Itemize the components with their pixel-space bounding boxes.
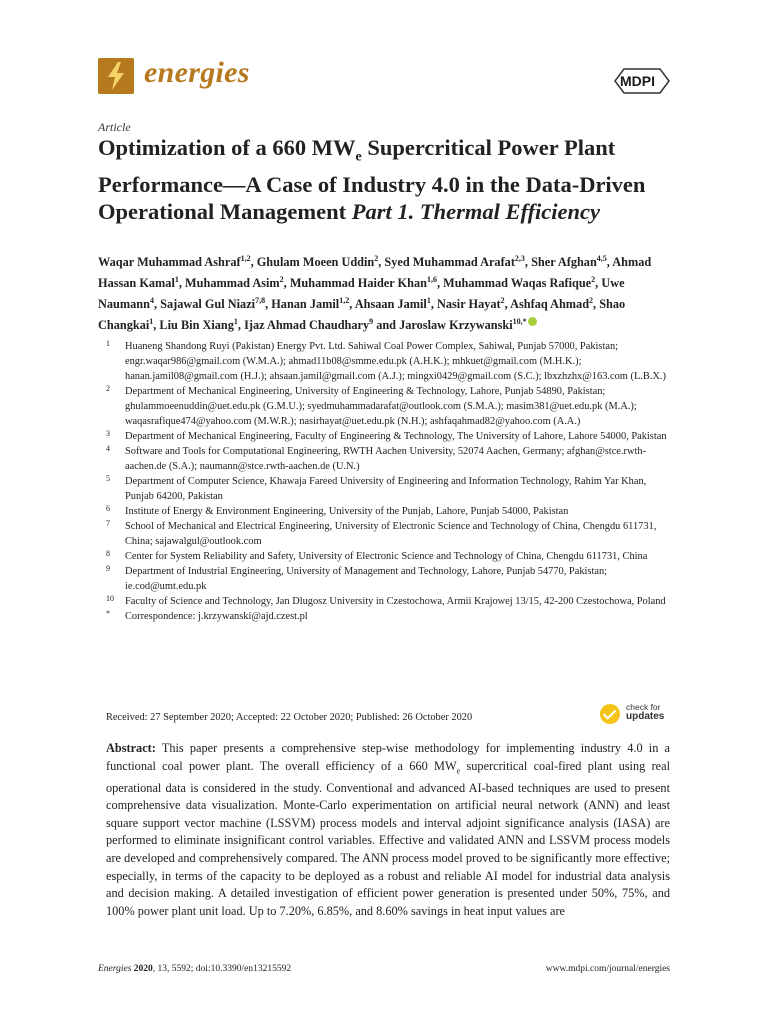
publisher-name: MDPI [620, 73, 655, 89]
title-part2: Supercritical Power Plant Performance—A Case of Industry 4.0 in the Data-Driven Operational Management [98, 135, 646, 224]
affiliation-text: Center for System Reliability and Safety, University of Electronic Science and Technology of China, Chengdu 611731, China [125, 551, 648, 562]
author-name: Muhammad Waqas Rafique [443, 276, 592, 291]
affiliation-list [106, 339, 676, 624]
author-affiliation-marker: 2 [374, 254, 379, 263]
check-updates-line2: updates [626, 711, 665, 722]
author-separator: and [373, 318, 400, 333]
author-list [98, 250, 678, 334]
check-for-updates-badge[interactable] [600, 702, 670, 726]
author-separator: , [283, 276, 290, 291]
affiliation-number: 1 [106, 339, 110, 348]
affiliation-text: Correspondence: j.krzywanski@ajd.czest.pl [125, 611, 308, 622]
checkmark-icon [600, 704, 620, 724]
author-name: Nasir Hayat [436, 297, 501, 312]
citation-footer [98, 964, 291, 974]
author-affiliation-marker: 1,6 [426, 275, 437, 285]
article-type: Article [98, 120, 131, 134]
affiliation-text: Institute of Energy & Environment Engineering, University of the Punjab, Lahore, Punjab 54000, Pakistan [125, 506, 569, 517]
abstract-text2: supercritical coal-fired plant using real operational data is considered in the study. Conventional and advanced AI-based techniques are used to present comprehensive data visualization. Monte-Carlo experimentation on artificial neural network (ANN) and least square support vector machine (LSSVM) process models and interval adjoint significance analysis (IASA) are performed to eliminate insignificant control variables. Effective and validated ANN and LSSVM process models are developed and comprehensively compared. The ANN process model proved to be significantly more effective; especially, in terms of the capacity to be deployed as a robust and reliable AI model for industrial data analysis and decision making. A detailed investigation of efficient power generation is presented under 50%, 75%, and 100% power plant unit load. Up to 7.20%, 6.85%, and 8.60% savings in heat input values are [106, 758, 671, 918]
author-name: Ijaz Ahmad Chaudhary [244, 318, 370, 333]
author-separator: , [349, 297, 355, 312]
affiliation-text: Department of Industrial Engineering, University of Management and Technology, Lahore, Punjab 54770, Pakistan; ie.cod@umt.edu.pk [125, 566, 608, 592]
affiliation-number: 8 [106, 549, 110, 558]
affiliation-item [106, 504, 676, 519]
author-separator: , [265, 297, 272, 312]
author-affiliation-marker: 4,5 [596, 254, 607, 263]
author-name: Jaroslaw Krzywanski [399, 318, 513, 333]
author-name: Ashfaq Ahmad [510, 297, 590, 312]
affiliation-item [106, 474, 676, 504]
affiliation-item [106, 384, 676, 429]
author-separator: , [504, 297, 511, 312]
affiliation-item [106, 339, 676, 384]
author-name: Syed Muhammad Arafat [384, 255, 515, 270]
affiliation-text: Huaneng Shandong Ruyi (Pakistan) Energy Pvt. Ltd. Sahiwal Coal Power Complex, Sahiwal, Punjab 57000, Pakistan; engr.waqar986@gmail.com (W.M.A.); ahmad11b08@smme.edu.pk (A.H.K.); mhkuet@gmail.com (M.H.K.); hanan.jamil08@gmail.com (H.J.); ahsaan.jamil@gmail.com (A.J.); mingxi0429@gmail.com (S.C.); lbxzhzhx@163.com (L.B.X.) [125, 341, 666, 382]
author-affiliation-marker: 9 [369, 317, 374, 327]
footer-year: 2020 [133, 964, 153, 974]
abstract [106, 740, 670, 920]
author-name: Uwe Naumann [98, 276, 625, 312]
author-affiliation-marker: 1,2 [240, 254, 251, 263]
affiliation-number: 3 [106, 429, 110, 438]
author-separator: , [606, 255, 613, 270]
author-affiliation-marker: 10,* [512, 317, 527, 327]
affiliation-number: * [106, 609, 110, 618]
affiliation-text: Department of Computer Science, Khawaja Fareed University of Engineering and Information Technology, Rahim Yar Khan, Punjab 64200, Pakistan [125, 476, 647, 502]
abstract-label: Abstract: [106, 741, 156, 755]
affiliation-number: 9 [106, 564, 110, 573]
orcid-icon[interactable] [528, 317, 537, 326]
title-subscript: e [355, 149, 362, 165]
affiliation-item [106, 519, 676, 549]
footer-citation: , 13, 5592; doi:10.3390/en13215592 [152, 964, 292, 974]
author-name: Ahsaan Jamil [354, 297, 427, 312]
author-affiliation-marker: 7,8 [255, 296, 266, 306]
affiliation-number: 7 [106, 519, 110, 528]
author-affiliation-marker: 2 [591, 275, 596, 285]
abstract-text1: This paper presents a comprehensive step-wise methodology for implementing industry 4.0 in a functional coal power plant. The overall efficiency of a 660 MW [106, 741, 670, 773]
author-separator: , [378, 255, 385, 270]
author-name: Muhammad Haider Khan [289, 276, 427, 291]
author-affiliation-marker: 2 [589, 296, 594, 306]
author-separator: , [153, 318, 160, 333]
footer-journal: Energies [98, 964, 132, 974]
author-affiliation-marker: 1 [174, 275, 179, 285]
journal-name: energies [144, 56, 250, 89]
check-updates-line1: check for [626, 702, 661, 712]
author-name: Sher Afghan [531, 255, 597, 270]
affiliation-text: Software and Tools for Computational Engineering, RWTH Aachen University, 52074 Aachen, Germany; afghan@stce.rwth-aachen.de (S.A.); naumann@stce.rwth-aachen.de (U.N.) [125, 446, 647, 472]
author-name: Muhammad Asim [185, 276, 280, 291]
journal-url-link[interactable]: www.mdpi.com/journal/energies [545, 964, 670, 974]
journal-header [98, 56, 670, 100]
author-name: Shao Changkai [98, 297, 626, 333]
author-affiliation-marker: 2 [500, 296, 505, 306]
journal-logo-icon [98, 58, 134, 94]
affiliation-number: 6 [106, 504, 110, 513]
affiliation-text: Faculty of Science and Technology, Jan Dlugosz University in Czestochowa, Armii Krajowej 13/15, 42-200 Czestochowa, Poland [125, 596, 666, 607]
affiliation-item [106, 564, 676, 594]
affiliation-text: Department of Mechanical Engineering, University of Engineering & Technology, Lahore, Punjab 54890, Pakistan; ghulammoeenuddin@uet.edu.pk (G.M.U.); syedmuhammadarafat@outlook.com (S.M.A.); masim381@uet.edu.pk (M.A.); waqasrafique474@yahoo.com (M.W.R.); nasirhayat@uet.edu.pk (N.H.); ashfaqahmad82@yahoo.com (A.A.) [125, 386, 637, 427]
title-italic: Part 1. Thermal Efficiency [351, 198, 601, 224]
affiliation-text: School of Mechanical and Electrical Engineering, University of Electronic Science and Technology of China, Chengdu 611731, China; sajawalgul@outlook.com [125, 521, 657, 547]
author-separator: , [237, 318, 245, 333]
author-separator: , [430, 297, 437, 312]
author-separator: , [436, 276, 444, 291]
author-name: Ahmad Hassan Kamal [98, 255, 652, 291]
author-affiliation-marker: 2,3 [514, 254, 525, 263]
affiliation-item [106, 549, 676, 564]
affiliation-text: Department of Mechanical Engineering, Faculty of Engineering & Technology, The University of Lahore, Lahore 54000, Pakistan [125, 431, 667, 442]
author-affiliation-marker: 1 [149, 317, 154, 327]
author-affiliation-marker: 1,2 [339, 296, 350, 306]
author-name: Sajawal Gul Niazi [160, 297, 256, 312]
author-separator: , [595, 276, 602, 291]
affiliation-number: 10 [106, 594, 114, 603]
paper-title [98, 134, 678, 225]
author-separator: , [250, 255, 257, 270]
affiliation-number: 5 [106, 474, 110, 483]
affiliation-item [106, 429, 676, 444]
publisher-logo [614, 68, 670, 94]
affiliation-item [106, 444, 676, 474]
author-affiliation-marker: 1 [233, 317, 238, 327]
author-separator: , [178, 276, 186, 291]
author-affiliation-marker: 1 [426, 296, 431, 306]
author-separator: , [153, 297, 161, 312]
affiliation-number: 2 [106, 384, 110, 393]
affiliation-item [106, 609, 676, 624]
author-name: Waqar Muhammad Ashraf [98, 255, 241, 270]
title-part1: Optimization of a 660 MW [98, 135, 356, 160]
author-separator: , [593, 297, 600, 312]
author-name: Ghulam Moeen Uddin [256, 255, 375, 270]
affiliation-number: 4 [106, 444, 110, 453]
author-separator: , [524, 255, 532, 270]
affiliation-item [106, 594, 676, 609]
author-name: Hanan Jamil [271, 297, 340, 312]
publication-dates: Received: 27 September 2020; Accepted: 22 October 2020; Published: 26 October 2020 [106, 712, 473, 723]
author-affiliation-marker: 4 [149, 296, 154, 306]
author-affiliation-marker: 2 [279, 275, 284, 285]
author-name: Liu Bin Xiang [159, 318, 234, 333]
abstract-subscript: e [456, 766, 461, 776]
